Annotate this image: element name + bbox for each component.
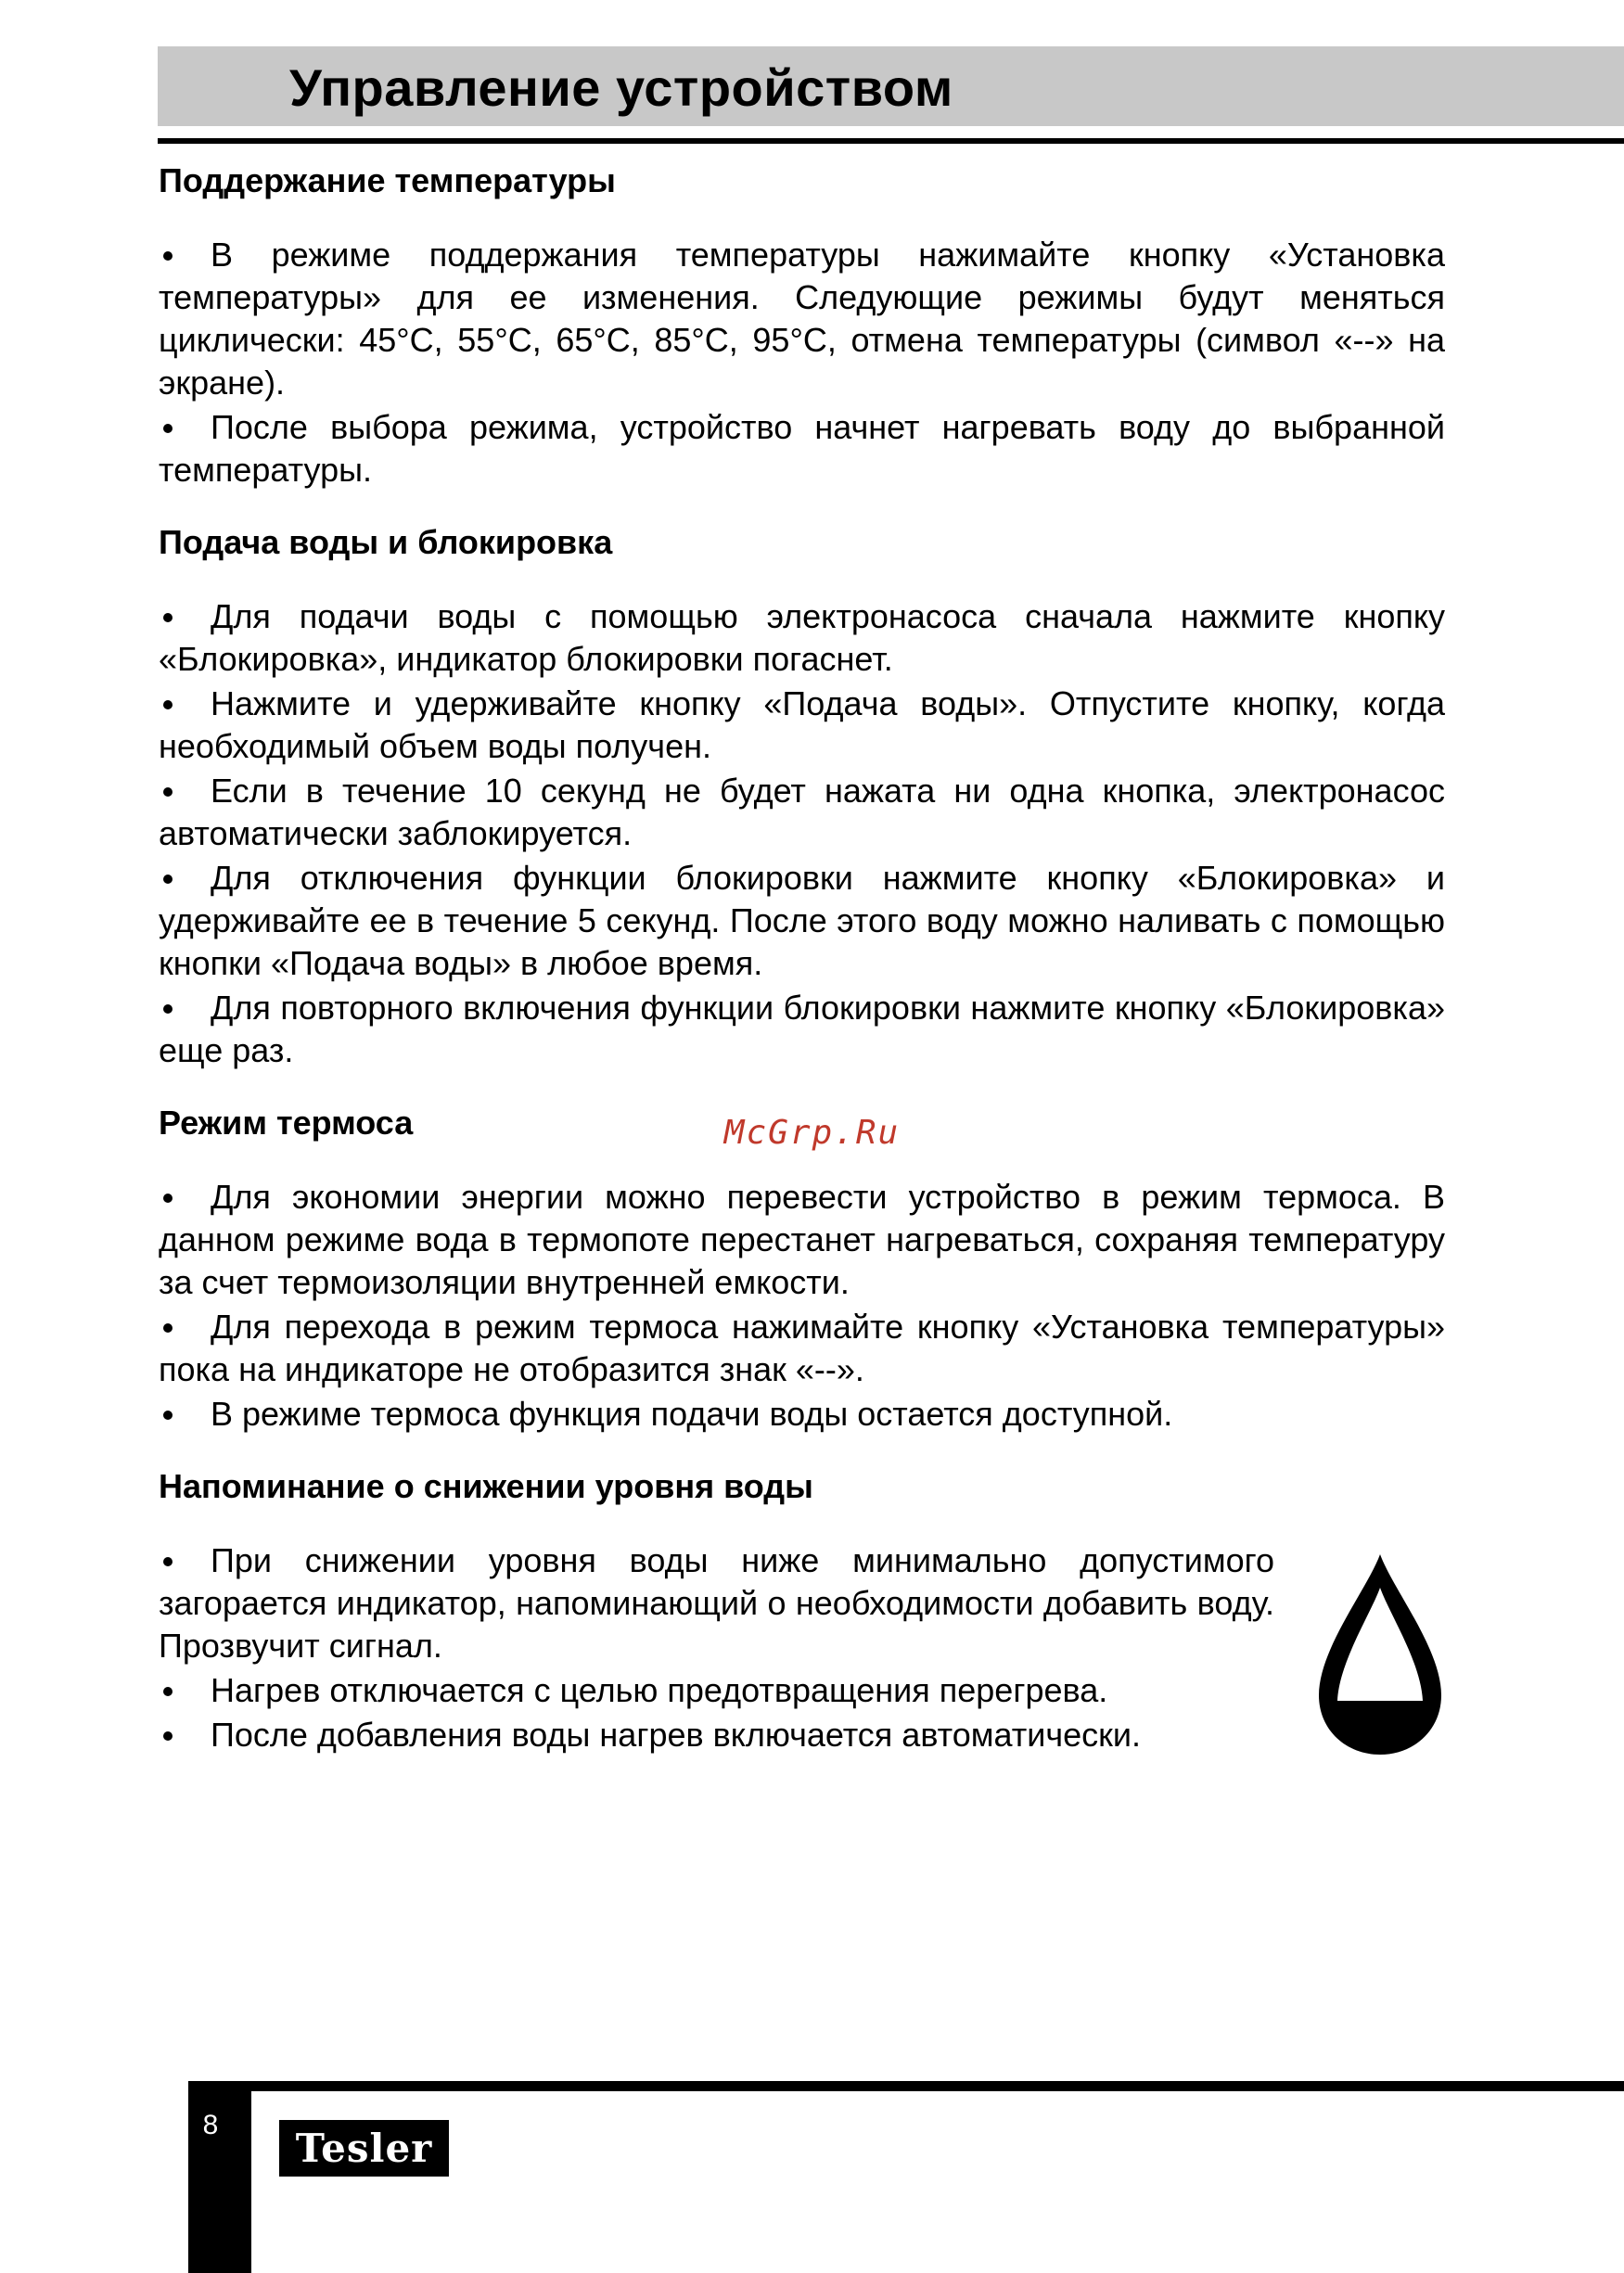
list-item: После выбора режима, устройство начнет нагревать воду до выбранной температуры. [159, 406, 1445, 492]
list-item: Для подачи воды с помощью электронасоса сначала нажмите кнопку «Блокировка», индикатор блокировки погаснет. [159, 595, 1445, 681]
watermark-text: McGrp.Ru [723, 1114, 901, 1152]
bullet-list [159, 1176, 1445, 1436]
section-low-water-reminder [159, 1460, 1445, 1758]
water-drop-icon [1315, 1549, 1445, 1758]
section-water-supply-lock [159, 516, 1445, 1072]
page-title: Управление устройством [289, 58, 953, 117]
page-number: 8 [202, 2110, 219, 2140]
section-title: Подача воды и блокировка [159, 523, 613, 561]
list-item: Для перехода в режим термоса нажимайте кнопку «Установка температуры» пока на индикаторе не отобразится знак «--». [159, 1306, 1445, 1391]
brand-logo: Tesler [279, 2120, 449, 2177]
section-thermos-mode [159, 1096, 1445, 1436]
list-item: Для отключения функции блокировки нажмите кнопку «Блокировка» и удерживайте ее в течение 5 секунд. После этого воду можно наливать с помощью кнопки «Подача воды» в любое время. [159, 857, 1445, 985]
list-item: В режиме поддержания температуры нажимайте кнопку «Установка температуры» для ее изменения. Следующие режимы будут меняться циклически: 45°С, 55°С, 65°С, 85°С, 95°С, отмена температуры (символ «--» на экране). [159, 234, 1445, 404]
list-item: Нагрев отключается с целью предотвращения перегрева. [159, 1669, 1278, 1712]
list-item: Нажмите и удерживайте кнопку «Подача воды». Отпустите кнопку, когда необходимый объем воды получен. [159, 683, 1445, 768]
list-item: После добавления воды нагрев включается автоматически. [159, 1714, 1278, 1756]
section-title: Поддержание температуры [159, 161, 616, 199]
list-item: В режиме термоса функция подачи воды остается доступной. [159, 1393, 1445, 1436]
page-content [159, 154, 1445, 1758]
section-title: Режим термоса [159, 1104, 414, 1142]
list-item: Если в течение 10 секунд не будет нажата ни одна кнопка, электронасос автоматически заблокируется. [159, 770, 1445, 855]
list-item: Для экономии энергии можно перевести устройство в режим термоса. В данном режиме вода в термопоте перестанет нагреваться, сохраняя температуру за счет термоизоляции внутренней емкости. [159, 1176, 1445, 1304]
footer-divider [188, 2081, 1624, 2091]
section-temperature-hold [159, 154, 1445, 492]
bullet-list [159, 234, 1445, 492]
bullet-list [159, 1539, 1278, 1758]
bullet-list [159, 595, 1445, 1072]
section-title: Напоминание о снижении уровня воды [159, 1467, 813, 1505]
list-item: При снижении уровня воды ниже минимально допустимого загорается индикатор, напоминающий о необходимости добавить воду. Прозвучит сигнал. [159, 1539, 1274, 1667]
low-water-block [159, 1513, 1445, 1758]
header-divider [158, 138, 1624, 144]
list-item: Для повторного включения функции блокировки нажмите кнопку «Блокировка» еще раз. [159, 987, 1445, 1072]
